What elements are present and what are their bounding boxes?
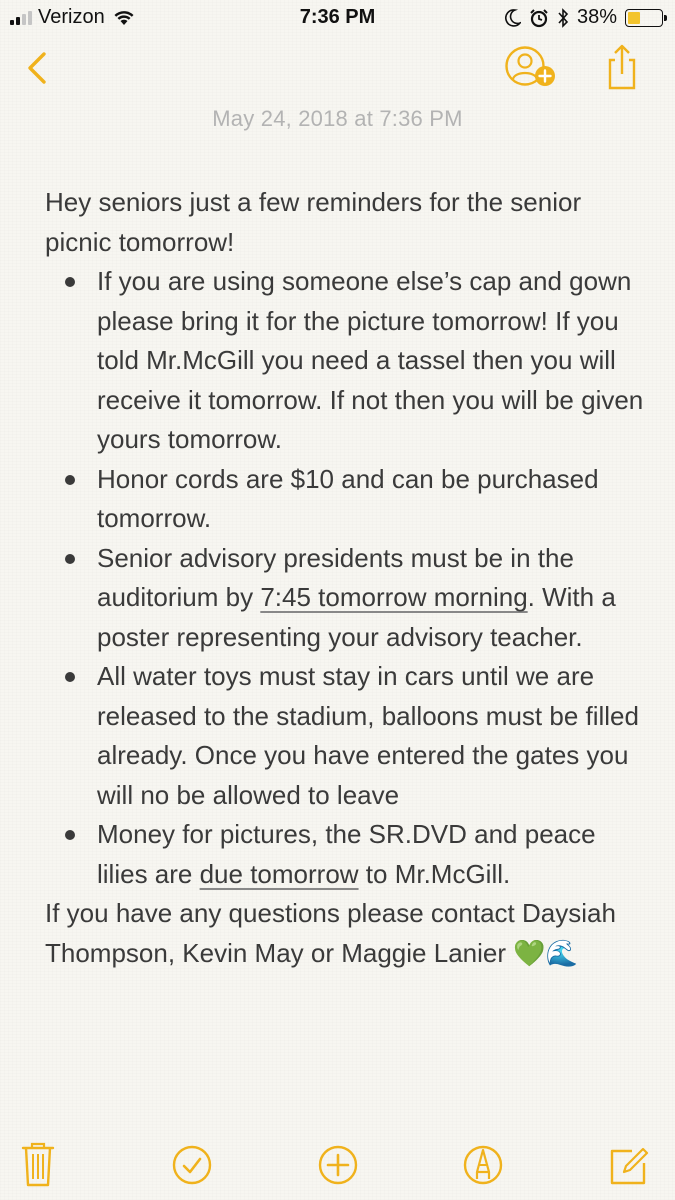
battery-level	[628, 12, 640, 24]
add-people-icon	[502, 42, 562, 92]
closing-text: If you have any questions please contact Daysiah Thompson, Kevin May or Maggie Lanier	[45, 898, 616, 968]
battery-percent: 38%	[576, 6, 617, 28]
share-button[interactable]	[600, 42, 644, 92]
heart-wave-emoji: 💚🌊	[513, 938, 578, 969]
date-link[interactable]: due tomorrow	[199, 858, 359, 889]
delete-button[interactable]	[15, 1139, 61, 1189]
compose-icon	[606, 1139, 652, 1189]
bullet-item	[45, 815, 645, 894]
battery-icon	[625, 9, 663, 27]
bullet-text: . With a poster representing your advisory teacher.	[97, 582, 616, 652]
bullet-text: Money for pictures, the SR.DVD and peace lilies are	[97, 819, 596, 889]
note-body[interactable]	[45, 183, 645, 974]
status-right	[505, 6, 663, 29]
status-bar	[0, 0, 675, 38]
trash-icon	[15, 1139, 61, 1189]
compose-button[interactable]	[606, 1139, 652, 1189]
chevron-left-icon	[18, 48, 58, 88]
markup-icon	[460, 1139, 506, 1189]
note-closing	[45, 894, 645, 974]
add-button[interactable]	[315, 1139, 361, 1189]
bullet-item: Honor cords are $10 and can be purchased tomorrow.	[45, 460, 645, 539]
bullet-list	[45, 262, 645, 894]
bullet-text: Senior advisory presidents must be in the auditorium by	[97, 542, 574, 612]
share-icon	[600, 42, 644, 92]
time-link[interactable]: 7:45 tomorrow morning	[260, 582, 528, 612]
note-intro: Hey seniors just a few reminders for the senior picnic tomorrow!	[45, 187, 582, 257]
back-button[interactable]	[18, 48, 58, 88]
alarm-icon	[529, 8, 549, 28]
nav-bar	[0, 40, 675, 98]
add-icon	[315, 1139, 361, 1189]
note-date: May 24, 2018 at 7:36 PM	[212, 106, 463, 131]
add-people-button[interactable]	[502, 42, 562, 92]
moon-icon	[505, 9, 521, 27]
bottom-toolbar	[0, 1135, 675, 1195]
bullet-item	[45, 539, 645, 658]
carrier-name: Verizon	[38, 6, 105, 28]
checklist-button[interactable]	[169, 1139, 215, 1189]
status-time: 7:36 PM	[299, 6, 376, 28]
bullet-text: to Mr.McGill.	[358, 858, 511, 889]
bluetooth-icon	[557, 8, 569, 28]
bullet-item: If you are using someone else’s cap and gown please bring it for the picture tomorrow! If you told Mr.McGill you need a tassel then you will receive it tomorrow. If not then you will be given yours tomorrow.	[45, 262, 645, 460]
markup-button[interactable]	[460, 1139, 506, 1189]
bullet-item: All water toys must stay in cars until we are released to the stadium, balloons must be filled already. Once you have entered the gates you will no be allowed to leave	[45, 657, 645, 815]
checklist-icon	[169, 1139, 215, 1189]
